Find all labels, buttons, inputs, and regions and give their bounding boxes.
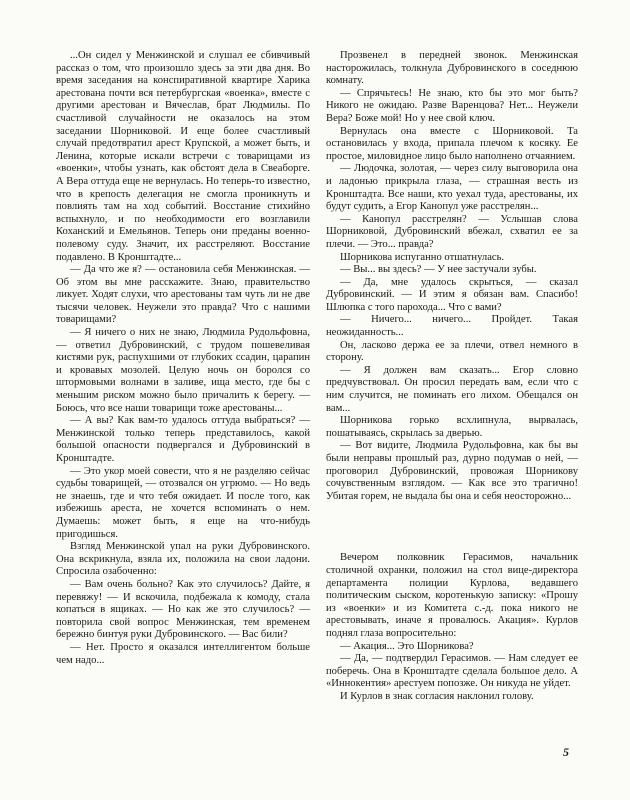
paragraph: — Да, мне удалось скрыться, — сказал Дубровинский. — И этим я обязан вам. Спасибо! Шлюпка с того парохода... Что с вами? [326, 276, 578, 313]
paragraph: — Вам очень больно? Как это случилось? Дайте, я перевяжу! — И вскочила, подбежала к комоду, стала копаться в ящиках. — Но как же это случилось? — повторила свой вопрос Менжинская, тем временем бережно бинтуя руки Дубровинского. — Вас били? [56, 578, 310, 641]
paragraph: — Вот видите, Людмила Рудольфовна, как бы вы были неправы прошлый раз, дурно подумав о ней, — проговорил Дубровинский, провожая Шорникову сочувственным взглядом. — Как все это трагично! Убитая горем, не выдала бы она и себя неосторожно... [326, 440, 578, 502]
paragraph: — Людочка, золотая, — через силу выговорила она и ладонью прикрыла глаза, — страшная весть из Кронштадта. Все наши, кто уехал туда, арестованы, их будут судить, а Егор Канопул уже расстрелян... [326, 163, 578, 213]
paragraph: — Да что же я? — остановила себя Менжинская. — Об этом вы мне расскажите. Знаю, правительство ликует. Ходят слухи, что арестованы там чуть ли не две тысячи человек. Неужели это правда? Что с нашими товарищами? [56, 264, 310, 326]
right-column [326, 50, 578, 704]
paragraph: Вернулась она вместе с Шорниковой. Та остановилась у входа, припала плечом к косяку. Ее простое, миловидное лицо было наполнено отчаянием. [326, 125, 578, 162]
paragraph: — Канопул расстрелян? — Услышав слова Шорниковой, Дубровинский вбежал, схватил ее за плечи. — Это... правда? [326, 213, 578, 250]
paragraph: — А вы? Как вам-то удалось оттуда выбраться? — Менжинской только теперь представилось, какой большой опасности подвергался и Дубровинский в Кронштадте. [56, 415, 310, 464]
page-number: 5 [563, 745, 569, 759]
paragraph: И Курлов в знак согласия наклонил голову. [340, 690, 534, 702]
paragraph: Взгляд Менжинской упал на руки Дубровинского. Она вскрикнула, взяла их, положила на свои ладони. Спросила озабоченно: [56, 541, 310, 578]
paragraph: Он, ласково держа ее за плечи, отвел немного в сторону. [326, 339, 578, 364]
paragraph: Шорникова испуганно отшатнулась. [340, 251, 505, 263]
paragraph: — Это укор моей совести, что я не разделяю сейчас судьбы товарищей, — отозвался он угрюмо. — Но ведь не знаешь, где и что тебя ожидает. И после того, как избежишь ареста, не хочется вспоминать о нем. Думаешь: может быть, я еще на что-нибудь пригодишься. [56, 465, 310, 540]
scene-break-section [326, 552, 578, 703]
paragraph: — Акация... Это Шорникова? [340, 640, 474, 652]
paragraph: Шорникова горько всхлипнула, вырвалась, пошатываясь, скрылась за дверью. [326, 415, 578, 439]
paragraph: — Я должен вам сказать... Егор словно предчувствовал. Он просил передать вам, если что с ним случится, не поминать его лихом. Обещался он вам... [326, 364, 578, 414]
paragraph: ...Он сидел у Менжинской и слушал ее сбивчивый рассказ о том, что произошло здесь за эти два дня. Во время заседания на конспиративной квартире Харика арестована почти вся петербургская «военка», вместе с другими арестован и Вячеслав, брат Людмилы. По счастливой случайности не оказалось на этом заседании Шорниковой. И еще более счастливый случай предотвратил арест Крупской, а может быть, и Ленина, которые искали встречи с товарищами из «военки», чтобы узнать, как обстоят дела в Свеаборге. А Вера оттуда еще не вернулась. Но теперь-то известно, что в крепость делегация не смогла проникнуть и повлиять там на ход событий. Восстание стихийно вспыхнуло, и по необходимости его возглавили Коханский и Емельянов. Теперь они преданы военно-полевому суду. Значит, их расстреляют. Восстание подавлено. В Кронштадте... [56, 50, 310, 263]
paragraph: Вечером полковник Герасимов, начальник столичной охранки, положил на стол вице-директора департамента полиции Курлова, ведавшего политическим сыском, коротенькую записку: «Прошу из «военки» и из Комитета с.-д. пока никого не арестовывать, иначе я провалюсь. Акация». Курлов поднял глаза вопросительно: [326, 552, 578, 639]
paragraph: Прозвенел в передней звонок. Менжинская насторожилась, толкнула Дубровинского в соседнюю комнату. [326, 50, 578, 87]
paragraph: — Да, — подтвердил Герасимов. — Нам следует ее поберечь. Она в Кронштадте сделала большое дело. А «Иннокентия» арестуем попозже. Он никуда не уйдет. [326, 653, 578, 690]
paragraph: — Ничего... ничего... Пройдет. Такая неожиданность... [326, 314, 578, 339]
paragraph: — Спрячьтесь! Не знаю, кто бы это мог быть? Никого не ожидаю. Разве Варенцова? Нет... Неужели Вера? Боже мой! Но у нее свой ключ. [326, 87, 578, 124]
paragraph: — Я ничего о них не знаю, Людмила Рудольфовна, — ответил Дубровинский, с трудом пошевеливая кистями рук, распухшими от глубоких ссадин, царапин и кровавых мозолей. Целую ночь он боролся со штормовыми волнами в заливе, ища место, где бы с меньшим риском можно было причалить к берегу. — Боюсь, что все наши товарищи тоже арестованы... [56, 327, 310, 414]
paragraph: — Вы... вы здесь? — У нее застучали зубы. [340, 264, 537, 276]
left-column [56, 50, 310, 667]
paragraph: — Нет. Просто я оказался интеллигентом больше чем надо... [56, 641, 310, 666]
